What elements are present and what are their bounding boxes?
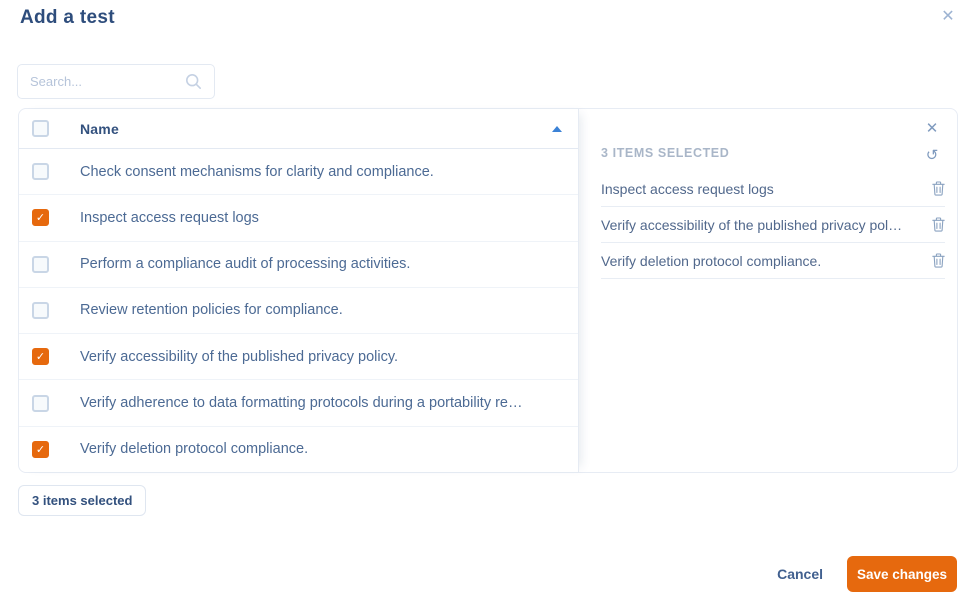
column-header-name[interactable]: Name — [80, 120, 119, 137]
selected-item — [601, 171, 945, 207]
row-label: Verify adherence to data formatting protocols during a portability re… — [80, 395, 523, 412]
row-checkbox[interactable] — [32, 256, 49, 273]
selected-list — [601, 171, 945, 279]
trash-icon[interactable] — [932, 253, 945, 268]
table-row[interactable] — [19, 195, 578, 241]
row-checkbox[interactable] — [32, 348, 49, 365]
row-checkbox[interactable] — [32, 395, 49, 412]
undo-icon[interactable]: ↺ — [925, 146, 939, 164]
test-picker — [18, 108, 958, 473]
row-label: Review retention policies for compliance. — [80, 302, 343, 319]
page-title: Add a test — [20, 7, 115, 28]
search-input[interactable] — [30, 74, 185, 89]
selected-count-label: 3 ITEMS SELECTED — [601, 146, 730, 160]
row-checkbox[interactable] — [32, 302, 49, 319]
search-box[interactable] — [17, 64, 215, 99]
table-row[interactable] — [19, 380, 578, 426]
row-label: Perform a compliance audit of processing activities. — [80, 256, 411, 273]
select-all-checkbox[interactable] — [32, 120, 49, 137]
tests-table — [19, 109, 579, 472]
table-row[interactable] — [19, 427, 578, 472]
sort-ascending-icon[interactable] — [552, 126, 562, 132]
table-row[interactable] — [19, 334, 578, 380]
selected-item-label: Verify deletion protocol compliance. — [601, 252, 822, 269]
row-label: Verify deletion protocol compliance. — [80, 441, 309, 458]
close-icon[interactable]: ✕ — [941, 6, 955, 25]
table-header — [19, 109, 578, 149]
check-icon: ✓ — [35, 211, 46, 225]
selected-item — [601, 207, 945, 243]
row-label: Check consent mechanisms for clarity and compliance. — [80, 163, 434, 180]
row-label: Inspect access request logs — [80, 209, 259, 226]
row-checkbox[interactable] — [32, 163, 49, 180]
selected-items-panel — [579, 109, 957, 472]
panel-close-icon[interactable]: ✕ — [925, 119, 939, 137]
search-icon — [185, 73, 202, 90]
selected-item-label: Inspect access request logs — [601, 180, 774, 197]
selected-item-label: Verify accessibility of the published privacy pol… — [601, 216, 903, 233]
row-checkbox[interactable] — [32, 441, 49, 458]
items-selected-chip: 3 items selected — [18, 485, 146, 516]
trash-icon[interactable] — [932, 217, 945, 232]
row-label: Verify accessibility of the published privacy policy. — [80, 348, 399, 365]
cancel-button[interactable]: Cancel — [777, 566, 823, 582]
row-checkbox[interactable] — [32, 209, 49, 226]
table-row[interactable] — [19, 242, 578, 288]
table-row[interactable] — [19, 149, 578, 195]
table-rows — [19, 149, 578, 472]
save-changes-button[interactable]: Save changes — [847, 556, 957, 592]
trash-icon[interactable] — [932, 181, 945, 196]
check-icon: ✓ — [35, 350, 46, 364]
selected-item — [601, 243, 945, 279]
check-icon: ✓ — [35, 442, 46, 456]
table-row[interactable] — [19, 288, 578, 334]
